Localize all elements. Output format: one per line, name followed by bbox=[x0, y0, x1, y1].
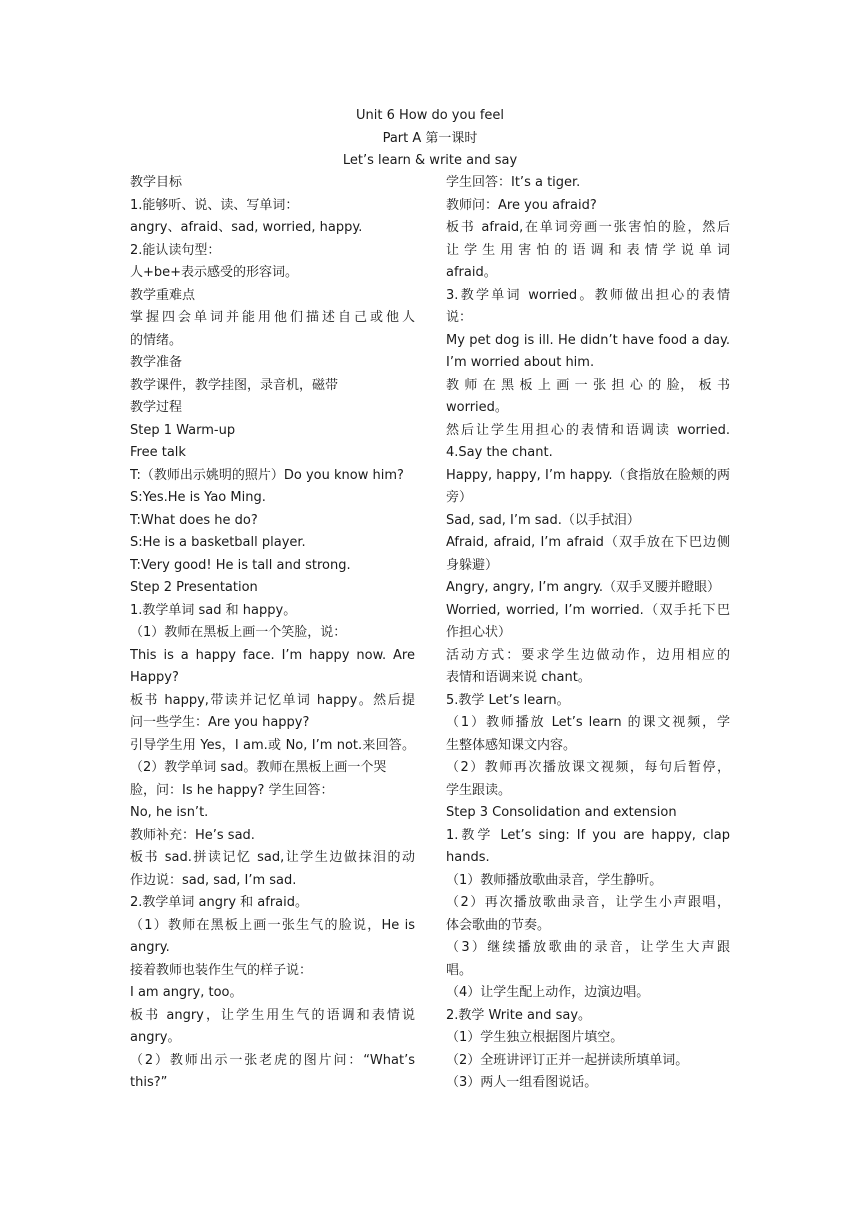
text-line: 教学过程 bbox=[130, 400, 183, 415]
text-line: Free talk bbox=[130, 445, 186, 460]
text-line: 1.能够听、说、读、写单词： bbox=[130, 197, 299, 213]
text-line: 说： bbox=[446, 310, 473, 325]
left-column bbox=[130, 172, 415, 1095]
text-line: Step 2 Presentation bbox=[130, 580, 258, 595]
text-line: Step 1 Warm-up bbox=[130, 422, 236, 438]
text-line: 5.教学 Let’s learn。 bbox=[446, 692, 570, 708]
text-line: 板书 afraid,在单词旁画一张害怕的脸，然后 bbox=[446, 220, 730, 235]
text-line: 2.教学 Write and say。 bbox=[446, 1007, 592, 1023]
text-line: （2）教师出示一张老虎的图片问：“What’s bbox=[130, 1052, 415, 1068]
text-line: 4.Say the chant. bbox=[446, 445, 553, 460]
text-line: 教学课件，教学挂图，录音机，磁带 bbox=[130, 377, 339, 393]
text-line: 1.教学 Let’s sing: If you are happy, clap bbox=[446, 827, 730, 843]
text-line: Happy, happy, I’m happy.（食指放在脸颊的两 bbox=[446, 467, 730, 483]
text-line: 2.能认读句型： bbox=[130, 242, 221, 258]
text-line: worried。 bbox=[446, 400, 508, 415]
text-line: 3.教学单词 worried。教师做出担心的表情 bbox=[446, 287, 730, 303]
text-line: Angry, angry, I’m angry.（双手叉腰并瞪眼） bbox=[446, 580, 720, 595]
text-line: afraid。 bbox=[446, 265, 497, 280]
text-line: T:Very good! He is tall and strong. bbox=[130, 557, 351, 573]
text-line: angry. bbox=[130, 940, 170, 955]
text-line: 板书 angry，让学生用生气的语调和表情说 bbox=[130, 1007, 415, 1023]
text-line: （1）教师在黑板上画一张生气的脸说，He is bbox=[130, 917, 415, 933]
text-line: 旁） bbox=[446, 490, 473, 505]
text-line: 教学目标 bbox=[130, 175, 183, 190]
text-line: Happy? bbox=[130, 670, 179, 685]
text-line: Worried, worried, I’m worried.（双手托下巴 bbox=[446, 602, 730, 618]
text-line: 表情和语调来说 chant。 bbox=[446, 670, 591, 685]
text-line: T:What does he do? bbox=[130, 512, 258, 528]
text-line: angry。 bbox=[130, 1030, 181, 1045]
text-line: 作边说：sad, sad, I’m sad. bbox=[130, 872, 297, 888]
title-unit: Unit 6 How do you feel bbox=[355, 108, 505, 123]
text-line: （1）教师在黑板上画一个笑脸，说： bbox=[130, 625, 347, 640]
text-line: 身躲避） bbox=[446, 557, 499, 573]
text-line: 学生回答：It’s a tiger. bbox=[446, 175, 581, 190]
text-line: 活动方式：要求学生边做动作，边用相应的 bbox=[446, 647, 730, 663]
text-line: Sad, sad, I’m sad.（以手拭泪） bbox=[446, 512, 640, 528]
text-line: 教师问：Are you afraid? bbox=[446, 197, 597, 213]
right-column bbox=[446, 172, 730, 1095]
text-line: Afraid, afraid, I’m afraid（双手放在下巴边侧 bbox=[446, 535, 730, 550]
text-line: 教学准备 bbox=[130, 355, 183, 370]
text-line: 生整体感知课文内容。 bbox=[446, 737, 577, 753]
text-line: hands. bbox=[446, 850, 490, 865]
text-line: （1）教师播放歌曲录音，学生静听。 bbox=[446, 872, 663, 888]
text-line: 人+be+表示感受的形容词。 bbox=[130, 265, 299, 280]
text-line: I am angry, too。 bbox=[130, 985, 243, 1000]
text-line: 板书 sad.拼读记忆 sad,让学生边做抹泪的动 bbox=[130, 850, 415, 865]
text-line: 让 学 生 用 害 怕 的 语 调 和 表 情 学 说 单 词 bbox=[446, 242, 730, 258]
text-line: 的情绪。 bbox=[130, 332, 183, 348]
text-line: No, he isn’t. bbox=[130, 805, 209, 820]
text-line: （1）学生独立根据图片填空。 bbox=[446, 1030, 624, 1045]
document-title bbox=[0, 105, 860, 173]
text-line: 然后让学生用担心的表情和语调读 worried. bbox=[446, 422, 730, 438]
text-line: Step 3 Consolidation and extension bbox=[446, 805, 677, 820]
text-line: angry、afraid、sad, worried, happy. bbox=[130, 220, 363, 235]
text-line: S:He is a basketball player. bbox=[130, 535, 306, 550]
text-line: （2）教学单词 sad。教师在黑板上画一个哭 bbox=[130, 760, 387, 775]
text-line: （3）继续播放歌曲的录音，让学生大声跟 bbox=[446, 940, 730, 955]
title-lesson: Let’s learn & write and say bbox=[342, 153, 518, 168]
text-line: 教学重难点 bbox=[130, 287, 196, 303]
text-line: 唱。 bbox=[446, 962, 473, 978]
text-line: 2.教学单词 angry 和 afraid。 bbox=[130, 895, 309, 910]
text-line: （2）全班讲评订正并一起拼读所填单词。 bbox=[446, 1052, 689, 1068]
text-line: 掌握四会单词并能用他们描述自己或他人 bbox=[130, 310, 415, 325]
text-line: 教 师 在 黑 板 上 画 一 张 担 心 的 脸， 板 书 bbox=[446, 377, 730, 393]
text-line: 引导学生用 Yes，I am.或 No, I’m not.来回答。 bbox=[130, 737, 415, 753]
text-line: S:Yes.He is Yao Ming. bbox=[130, 490, 266, 505]
text-line: （2）教师再次播放课文视频，每句后暂停， bbox=[446, 760, 730, 775]
text-line: 脸，问：Is he happy? 学生回答： bbox=[130, 782, 334, 798]
text-line: 作担心状） bbox=[446, 625, 512, 640]
text-line: 体会歌曲的节奏。 bbox=[446, 917, 551, 933]
text-line: This is a happy face. I’m happy now. Are bbox=[130, 647, 415, 663]
text-line: 1.教学单词 sad 和 happy。 bbox=[130, 602, 297, 618]
text-line: 接着教师也装作生气的样子说： bbox=[130, 962, 313, 978]
text-line: this?” bbox=[130, 1075, 168, 1090]
text-line: （2）再次播放歌曲录音，让学生小声跟唱， bbox=[446, 895, 730, 910]
text-line: T:（教师出示姚明的照片）Do you know him? bbox=[130, 467, 404, 483]
text-line: 教师补充：He’s sad. bbox=[130, 827, 255, 843]
text-line: （3）两人一组看图说话。 bbox=[446, 1075, 598, 1090]
title-part: Part A 第一课时 bbox=[382, 130, 478, 146]
text-line: 学生跟读。 bbox=[446, 782, 512, 798]
text-line: 板书 happy,带读并记忆单词 happy。然后提 bbox=[130, 692, 415, 708]
text-line: （4）让学生配上动作，边演边唱。 bbox=[446, 985, 650, 1000]
text-line: （1）教师播放 Let’s learn 的课文视频，学 bbox=[446, 715, 730, 730]
text-line: My pet dog is ill. He didn’t have food a day. bbox=[446, 332, 730, 348]
text-line: I’m worried about him. bbox=[446, 355, 595, 370]
text-line: 问一些学生：Are you happy? bbox=[130, 715, 310, 730]
